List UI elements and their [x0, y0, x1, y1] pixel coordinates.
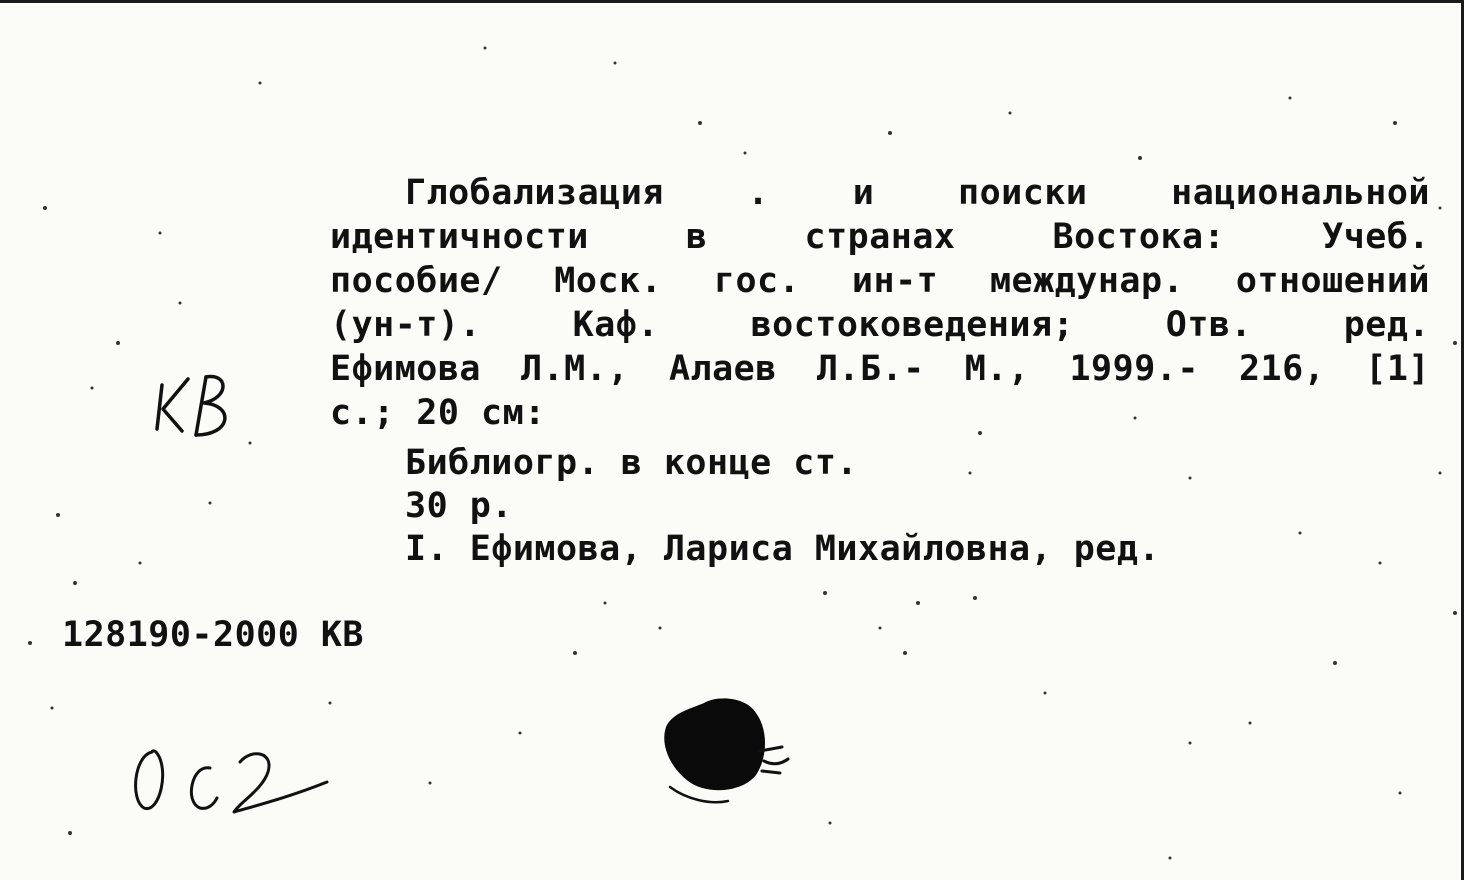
title-line-5: Ефимова Л.М., Алаев Л.Б.- М., 1999.- 216, [1]	[330, 349, 1430, 389]
added-entry-editor: I. Ефимова, Лариса Михайловна, ред.	[405, 529, 1161, 569]
accession-number: 128190-2000 КВ	[62, 615, 365, 655]
price-note: 30 р.	[405, 486, 513, 526]
handwritten-shelf-mark	[122, 738, 342, 828]
title-line-2: идентичности в странах Востока: Учеб.	[330, 217, 1430, 257]
bibliography-note: Библиогр. в конце ст.	[405, 443, 859, 483]
title-line-6: с.; 20 см:	[330, 393, 546, 433]
punch-hole	[656, 695, 796, 815]
title-line-3: пособие/ Моск. гос. ин-т междунар. отношений	[330, 261, 1430, 301]
handwritten-kv-mark	[148, 365, 248, 445]
title-line-4: (ун-т). Каф. востоковедения; Отв. ред.	[330, 305, 1430, 345]
title-line-1: Глобализация . и поиски национальной	[405, 173, 1430, 213]
